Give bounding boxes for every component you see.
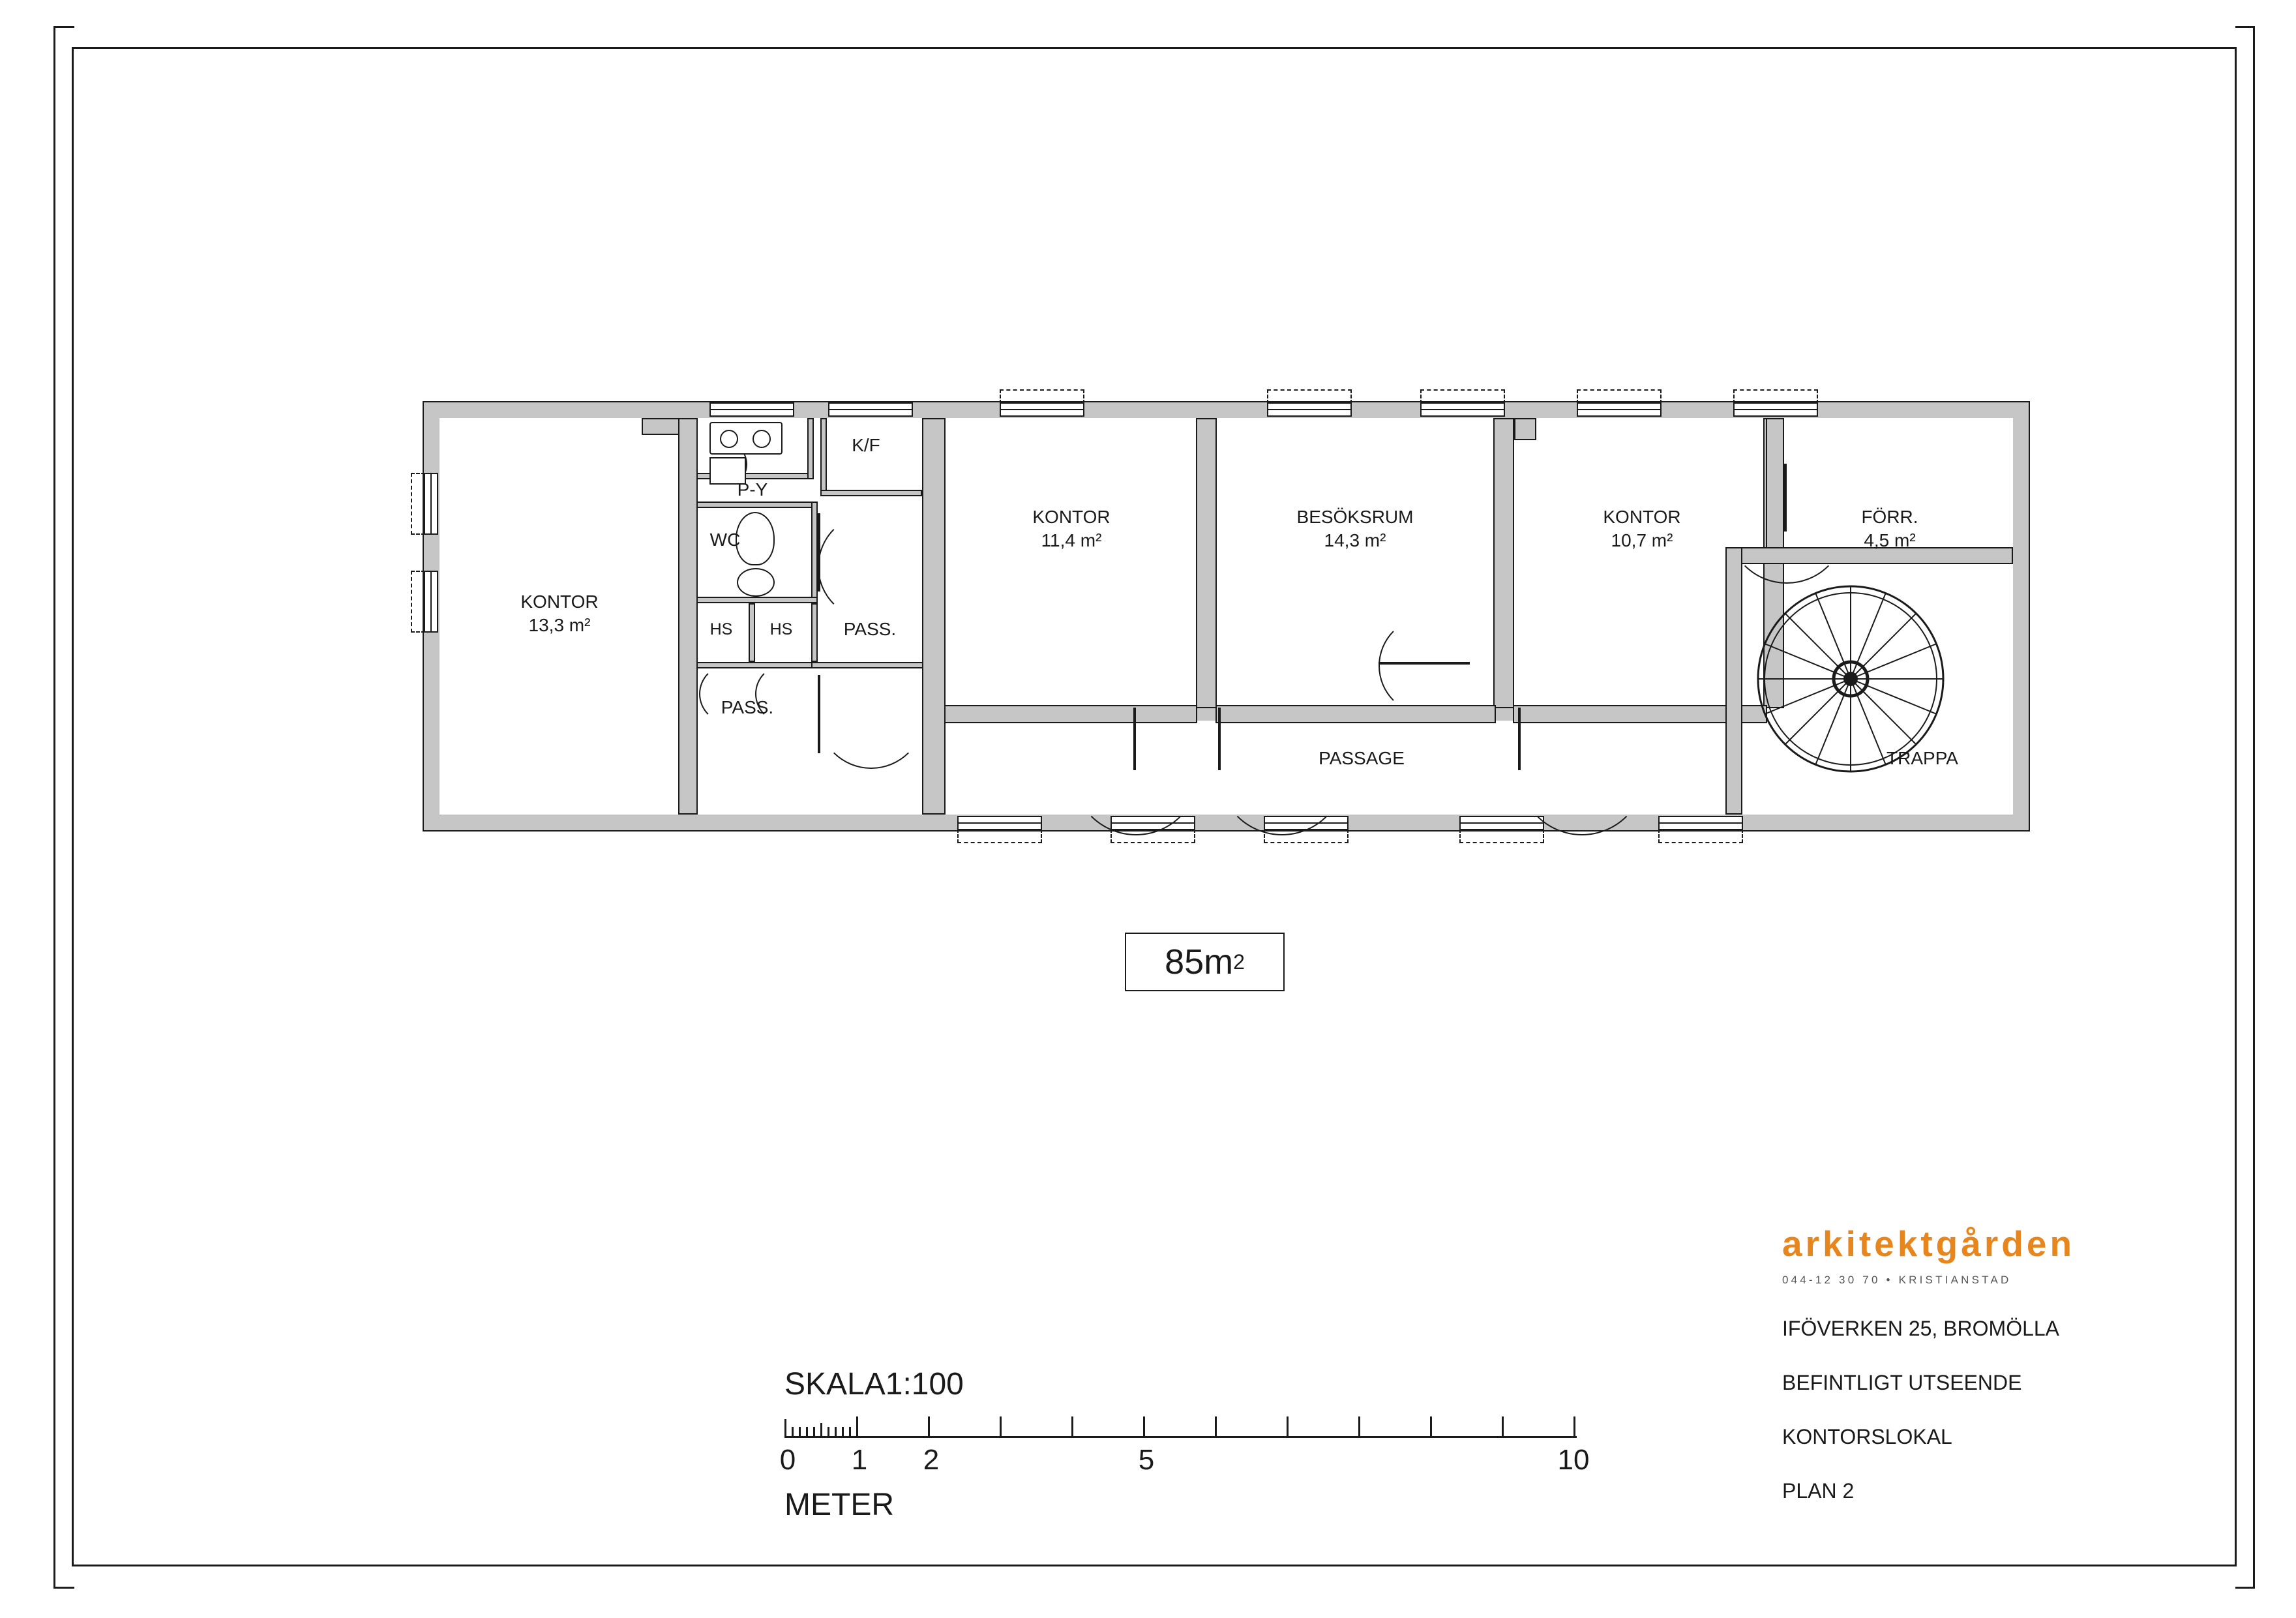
drawing-sheet (72, 47, 2237, 1566)
room-area: 4,5 m² (1864, 530, 1916, 550)
room-label-besoksrum (1267, 505, 1443, 552)
wall-besoksrum-kontor3 (1493, 418, 1514, 708)
door-arc-besoksrum (1218, 708, 1346, 835)
window-top-5 (1733, 402, 1818, 417)
window-top-wetcore-2 (828, 402, 913, 417)
room-label-kontor-3 (1577, 505, 1707, 552)
total-area-badge (1125, 933, 1285, 991)
window-dash-bottom-1 (957, 829, 1042, 843)
scale-tick-minor (820, 1423, 822, 1436)
scale-tick-major (1573, 1416, 1575, 1436)
scale-number: 5 (1138, 1444, 1155, 1476)
sink-bowl-right-icon (753, 430, 771, 448)
scale-bar-block (778, 1366, 1590, 1523)
building-type: KONTORSLOKAL (1782, 1425, 1952, 1448)
scale-unit-label: METER (784, 1488, 894, 1522)
window-dash-left-2 (411, 571, 425, 633)
window-top-1 (1000, 402, 1084, 417)
room-area: 14,3 m² (1324, 530, 1386, 550)
company-logo: arkitektgården (1782, 1223, 2076, 1264)
window-top-2 (1267, 402, 1352, 417)
drawing-status: BEFINTLIGT UTSEENDE (1782, 1371, 2022, 1394)
window-dash-top-5 (1733, 389, 1818, 404)
room-name: KONTOR (1603, 507, 1681, 527)
scale-tick-minor (835, 1427, 837, 1436)
floor-plan (423, 401, 2030, 831)
window-bottom-5 (1658, 816, 1743, 830)
window-dash-top-2 (1267, 389, 1352, 404)
window-dash-left-1 (411, 473, 425, 535)
room-area: 10,7 m² (1611, 530, 1673, 550)
label-passage: PASSAGE (1319, 748, 1405, 768)
room-fill-passage-link (1645, 597, 1729, 812)
floor-level: PLAN 2 (1782, 1479, 1855, 1503)
label-pass-upper: PASS. (843, 619, 897, 639)
window-top-3 (1420, 402, 1505, 417)
scale-tick-minor (792, 1427, 794, 1436)
scale-number-row (779, 1444, 1590, 1478)
label-pass-lower: PASS. (721, 697, 774, 717)
room-name: KONTOR (1032, 507, 1111, 527)
room-area: 11,4 m² (1041, 530, 1102, 550)
scale-tick-major (1287, 1416, 1289, 1436)
wall-kontor2-besoksrum (1196, 418, 1217, 708)
window-top-4 (1577, 402, 1662, 417)
scale-tick-major (1000, 1416, 1002, 1436)
scale-tick-minor (827, 1427, 829, 1436)
room-label-kontor-1 (494, 590, 625, 637)
wall-kf-south (820, 490, 922, 496)
scale-tick-major (928, 1416, 930, 1436)
label-trappa: TRAPPA (1886, 748, 1958, 768)
scale-tick-minor (849, 1427, 851, 1436)
scale-tick-major (1358, 1416, 1360, 1436)
scale-number: 1 (851, 1444, 868, 1476)
window-dash-top-4 (1577, 389, 1662, 404)
scale-tick-major (1143, 1416, 1145, 1436)
scale-tick-major (1071, 1416, 1073, 1436)
room-fill-kontor-2 (944, 418, 1199, 705)
wall-trappa-west (1725, 547, 1742, 815)
wall-hs-east (811, 603, 818, 662)
window-dash-top-3 (1420, 389, 1505, 404)
window-bottom-1 (957, 816, 1042, 830)
wall-kf-west (820, 418, 827, 496)
room-area: 13,3 m² (528, 614, 591, 635)
label-hs-right: HS (769, 620, 793, 638)
scale-axis (784, 1436, 1577, 1438)
wall-wc-east (811, 502, 818, 608)
room-name: KONTOR (520, 592, 599, 612)
wall-niche-kontor3 (1514, 418, 1536, 440)
company-contact: 044-12 30 70 • KRISTIANSTAD (1782, 1274, 2012, 1286)
door-arc-besoksrum-north (1379, 616, 1478, 715)
room-name: FÖRR. (1861, 507, 1918, 527)
sink-bowl-left-icon (720, 430, 738, 448)
scale-tick-major (856, 1416, 858, 1436)
scale-number: 10 (1557, 1444, 1590, 1476)
window-left-1 (424, 473, 438, 535)
window-top-wetcore-1 (709, 402, 794, 417)
wall-py-east (807, 418, 814, 479)
total-area-unit-exponent: 2 (1233, 950, 1245, 974)
scale-tick-major (1502, 1416, 1504, 1436)
project-address: IFÖVERKEN 25, BROMÖLLA (1782, 1317, 2060, 1340)
window-dash-top-1 (1000, 389, 1084, 404)
window-left-2 (424, 571, 438, 633)
wall-hs-divider (749, 603, 755, 662)
room-label-kontor-2 (1006, 505, 1137, 552)
wall-wc-south (696, 597, 818, 603)
wall-kontor1-wetcore (678, 418, 698, 815)
door-arc-kontor2 (1072, 708, 1200, 835)
room-name: BESÖKSRUM (1296, 507, 1414, 527)
wall-wc-north (696, 502, 818, 508)
total-area-value: 85m (1165, 942, 1234, 981)
scale-tick-minor (784, 1419, 786, 1436)
basin-icon (737, 568, 775, 597)
label-hs-left: HS (709, 620, 733, 638)
title-block (1782, 1223, 2278, 1503)
label-wc: WC (709, 530, 741, 550)
scale-bar-graphic (784, 1406, 1577, 1444)
scale-tick-major (1215, 1416, 1217, 1436)
wall-wetcore-corridor (922, 418, 946, 815)
window-dash-bottom-4 (1459, 829, 1544, 843)
door-arc-pass-lower (818, 662, 925, 769)
scale-number: 0 (779, 1444, 796, 1476)
label-py: P-Y (737, 479, 768, 500)
scale-tick-major (1430, 1416, 1432, 1436)
scale-tick-minor (799, 1427, 801, 1436)
scale-title: SKALA1:100 (784, 1367, 964, 1401)
scale-number: 2 (923, 1444, 940, 1476)
window-dash-bottom-5 (1658, 829, 1743, 843)
room-label-forrad (1825, 505, 1955, 552)
door-arc-wc (818, 513, 925, 620)
door-arc-kontor3 (1518, 708, 1646, 835)
scale-tick-minor (842, 1427, 844, 1436)
wall-niche-kontor1 (642, 418, 679, 435)
scale-tick-minor (806, 1427, 808, 1436)
scale-tick-minor (813, 1427, 815, 1436)
label-kf: K/F (852, 435, 880, 455)
window-bottom-4 (1459, 816, 1544, 830)
